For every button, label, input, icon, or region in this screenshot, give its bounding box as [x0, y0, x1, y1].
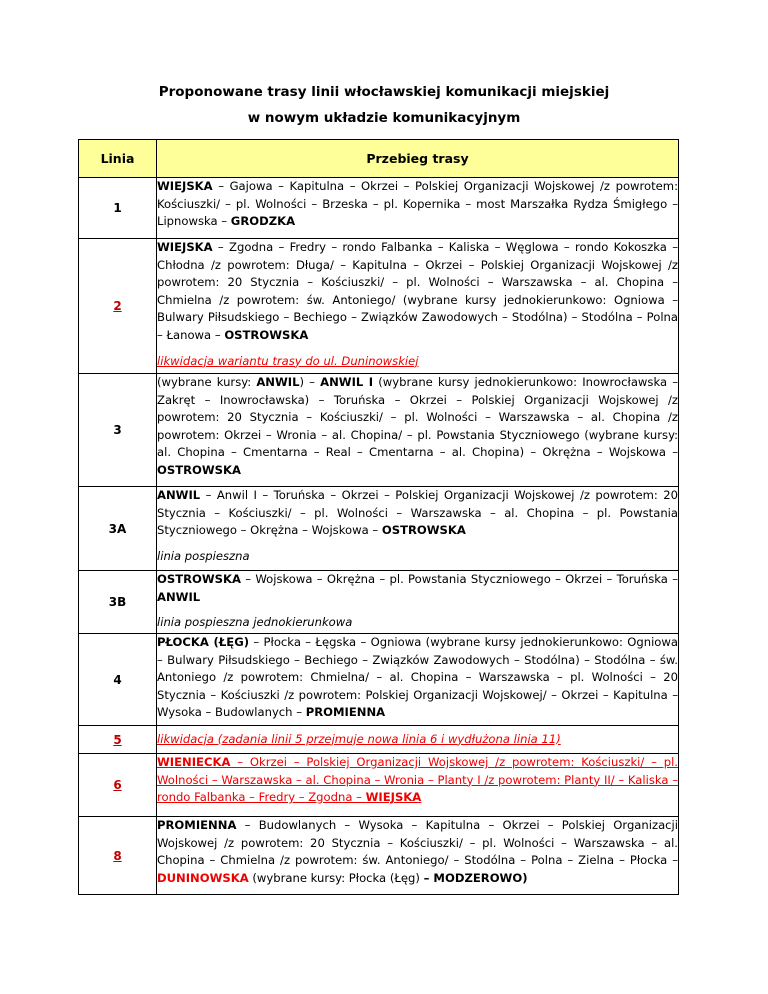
route-end: PROMIENNA [305, 705, 386, 720]
route-text: – Okrzei – Polskiej Organizacji Wojskowej /z powrotem: Kościuszki/ – pl. Wolności – Warszawska – al. Chopina – Wronia – Planty I /z powrotem: Planty II/ – Kaliska – rondo Falbanka – Fredry – Zgodna – [157, 755, 678, 805]
line-number-link[interactable]: 2 [79, 239, 157, 374]
table-row [79, 374, 679, 487]
route-start: OSTROWSKA [157, 572, 241, 586]
routes-table [78, 139, 679, 895]
route-start: WIENIECKA [157, 755, 231, 769]
route-start: ANWIL [157, 488, 201, 502]
line-number: 3B [79, 571, 157, 634]
route-description [157, 178, 679, 239]
route-prefix-bold: ANWIL [256, 375, 300, 389]
line-number-link[interactable]: 5 [79, 726, 157, 754]
route-start: WIEJSKA [157, 179, 213, 193]
route-prefix-2: ) – [299, 375, 321, 389]
route-note: linia pospieszna jednokierunkowa [157, 615, 353, 630]
route-text: – Budowlanych – Wysoka – Kapitulna – Okrzei – Polskiej Organizacji Wojskowej /z powrotem: 20 Stycznia – Kościuszki/ – pl. Wolności – Warszawska – al. Chopina – Chmielna /z powrotem: św. Antoniego/ – Stodólna – Polna – Zielna – Płocka – [157, 818, 678, 868]
route-text: – Anwil I – Toruńska – Okrzei – Polskiej Organizacji Wojskowej /z powrotem: 20 Stycznia – Kościuszki/ – pl. Wolności – Warszawska – al. Chopina – pl. Powstania Styczniowego – Okrężna – Wojskowa – [157, 488, 678, 538]
table-row [79, 178, 679, 239]
route-end: OSTROWSKA [381, 523, 466, 538]
table-row [79, 726, 679, 754]
line-number-link[interactable]: 6 [79, 754, 157, 817]
line-number: 3A [79, 487, 157, 571]
route-note: likwidacja wariantu trasy do ul. Duninowskiej [157, 353, 419, 368]
table-row [79, 571, 679, 634]
route-mid: DUNINOWSKA [157, 870, 249, 885]
route-end: ANWIL [157, 589, 201, 604]
route-description [157, 754, 679, 817]
route-end: GRODZKA [230, 214, 296, 229]
document-title-line-1: Proponowane trasy linii włocławskiej komunikacji miejskiej [158, 84, 610, 100]
route-text: – Wojskowa – Okrężna – pl. Powstania Styczniowego – Okrzei – Toruńska – [241, 572, 678, 586]
document-title-line-2: w nowym układzie komunikacyjnym [247, 110, 521, 126]
route-text: – Płocka – Łęgska – Ogniowa (wybrane kursy jednokierunkowo: Ogniowa – Bulwary Piłsudskiego – Bechiego – Związków Zawodowych – Stodólna) – Stodólna – św. Antoniego /z powrotem: Chmielna/ – al. Chopina – Warszawska – pl. Wolności – 20 Stycznia – Kościuszki /z powrotem: Polskiej Organizacji Wojskowej/ – Okrzei – Kapitulna – Wysoka – Budowlanych – [157, 635, 678, 720]
route-text-2: (wybrane kursy: Płocka (Łęg) [248, 870, 424, 885]
table-row [79, 239, 679, 374]
route-text: – Gajowa – Kapitulna – Okrzei – Polskiej Organizacji Wojskowej /z powrotem: Kościuszki/ – pl. Wolności – Brzeska – pl. Kopernika – most Marszałka Rydza Śmigłego – Lipnowska – [157, 179, 678, 229]
route-description [157, 726, 679, 754]
route-prefix: (wybrane kursy: [157, 375, 257, 389]
route-start: PROMIENNA [157, 818, 237, 832]
route-end: WIEJSKA [365, 790, 422, 805]
route-note: linia pospieszna [157, 548, 250, 563]
line-number: 1 [79, 178, 157, 239]
table-row [79, 817, 679, 895]
route-description [157, 817, 679, 895]
line-number: 3 [79, 374, 157, 487]
route-start: WIEJSKA [157, 240, 213, 254]
route-end: OSTROWSKA [157, 462, 241, 477]
route-text: – Zgodna – Fredry – rondo Falbanka – Kaliska – Węglowa – rondo Kokoszka – Chłodna /z powrotem: Długa/ – Kapitulna – Okrzei – Polskiej Organizacji Wojskowej /z powrotem: 20 Stycznia – Kościuszki/ – pl. Wolności – Warszawska – al. Chopina – Chmielna /z powrotem: św. Antoniego/ (wybrane kursy jednokierunkowo: Ogniowa – Bulwary Piłsudskiego – Bechiego – Związków Zawodowych – Stodólna) – Stodólna – Polna – Łanowa – [157, 240, 678, 342]
table-row [79, 634, 679, 726]
route-note: likwidacja (zadania linii 5 przejmuje nowa linia 6 i wydłużona linia 11) [157, 731, 561, 746]
route-description [157, 374, 679, 487]
table-row [79, 754, 679, 817]
route-description [157, 239, 679, 374]
line-number-link[interactable]: 8 [79, 817, 157, 895]
route-end: – MODZEROWO) [423, 870, 528, 885]
table-row [79, 487, 679, 571]
route-start: PŁOCKA (ŁĘG) [157, 635, 250, 649]
route-description [157, 487, 679, 571]
route-description [157, 634, 679, 726]
header-route: Przebieg trasy [157, 140, 679, 178]
route-text: (wybrane kursy jednokierunkowo: Inowrocławska – Zakręt – Inowrocławska) – Toruńska – Okrzei – Polskiej Organizacji Wojskowej /z powrotem: 20 Stycznia – Kościuszki/ – pl. Wolności – Warszawska – al. Chopina /z powrotem: Okrzei – Wronia – al. Chopina/ – pl. Powstania Styczniowego (wybrane kursy: al. Chopina – Cmentarna – Real – Cmentarna – al. Chopina) – Okrężna – Wojskowa – [157, 375, 678, 460]
route-description [157, 571, 679, 634]
route-start: ANWIL I [320, 375, 374, 389]
route-end: OSTROWSKA [224, 327, 309, 342]
table-header-row [79, 140, 679, 178]
header-line: Linia [79, 140, 157, 178]
line-number: 4 [79, 634, 157, 726]
